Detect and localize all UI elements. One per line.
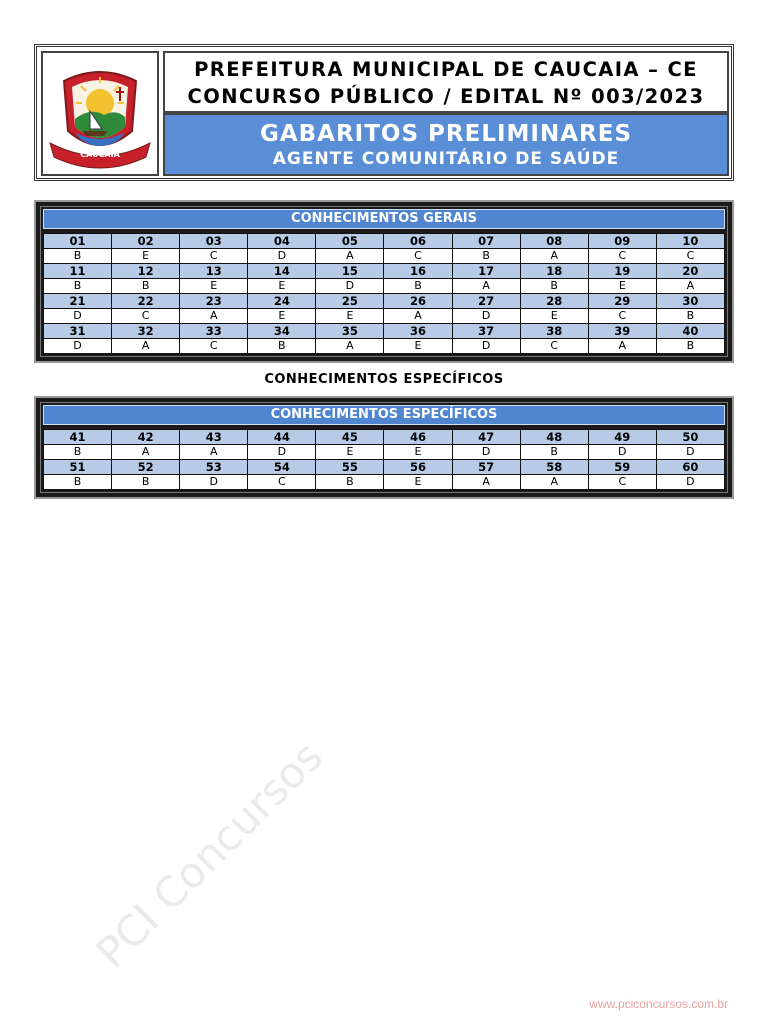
question-number: 59 [588, 460, 656, 475]
answer-table-especificos [34, 396, 734, 499]
answer-cell: B [452, 249, 520, 264]
answer-cell: B [656, 339, 724, 354]
answer-cell: A [588, 339, 656, 354]
question-number: 23 [180, 294, 248, 309]
answer-cell: A [452, 279, 520, 294]
answer-cell: A [112, 339, 180, 354]
question-number: 10 [656, 234, 724, 249]
question-number: 33 [180, 324, 248, 339]
answer-cell: A [520, 475, 588, 490]
question-number: 51 [44, 460, 112, 475]
answer-row [44, 339, 725, 354]
question-number-row [44, 430, 725, 445]
answer-cell: B [112, 475, 180, 490]
question-number: 25 [316, 294, 384, 309]
question-number: 42 [112, 430, 180, 445]
question-number: 34 [248, 324, 316, 339]
question-number: 03 [180, 234, 248, 249]
banner-subtitle: AGENTE COMUNITÁRIO DE SAÚDE [272, 149, 620, 169]
question-number: 36 [384, 324, 452, 339]
question-number-row [44, 234, 725, 249]
answer-cell: C [656, 249, 724, 264]
answer-cell: A [656, 279, 724, 294]
answer-cell: C [520, 339, 588, 354]
question-number: 49 [588, 430, 656, 445]
answer-cell: E [180, 279, 248, 294]
question-number: 15 [316, 264, 384, 279]
answer-cell: C [248, 475, 316, 490]
answer-cell: A [316, 249, 384, 264]
question-number: 26 [384, 294, 452, 309]
question-number: 24 [248, 294, 316, 309]
answer-row [44, 249, 725, 264]
answer-row [44, 445, 725, 460]
question-number: 41 [44, 430, 112, 445]
answer-cell: A [452, 475, 520, 490]
answer-row [44, 279, 725, 294]
answer-cell: E [316, 445, 384, 460]
answer-cell: B [316, 475, 384, 490]
answer-cell: E [588, 279, 656, 294]
answer-cell: B [112, 279, 180, 294]
question-number: 08 [520, 234, 588, 249]
answer-cell: D [588, 445, 656, 460]
answer-cell: D [452, 309, 520, 324]
answer-cell: E [520, 309, 588, 324]
question-number: 37 [452, 324, 520, 339]
section-title-gerais: CONHECIMENTOS GERAIS [43, 209, 725, 229]
answer-cell: C [588, 475, 656, 490]
answer-row [44, 475, 725, 490]
logo-text: CAUCAIA [80, 150, 120, 159]
answer-cell: D [248, 249, 316, 264]
document-header [34, 44, 734, 181]
question-number: 04 [248, 234, 316, 249]
answer-cell: C [112, 309, 180, 324]
answer-cell: B [248, 339, 316, 354]
question-number: 50 [656, 430, 724, 445]
answer-cell: E [384, 475, 452, 490]
answer-cell: D [180, 475, 248, 490]
answer-grid-gerais [43, 233, 725, 354]
section-heading-especificos: CONHECIMENTOS ESPECÍFICOS [264, 372, 504, 387]
question-number: 57 [452, 460, 520, 475]
question-number-row [44, 324, 725, 339]
question-number: 16 [384, 264, 452, 279]
question-number: 29 [588, 294, 656, 309]
question-number: 45 [316, 430, 384, 445]
answer-cell: E [316, 309, 384, 324]
answer-cell: B [520, 279, 588, 294]
answer-cell: E [112, 249, 180, 264]
answer-cell: D [44, 339, 112, 354]
answer-cell: B [520, 445, 588, 460]
question-number: 47 [452, 430, 520, 445]
answer-cell: A [112, 445, 180, 460]
answer-cell: A [180, 309, 248, 324]
municipality-title: PREFEITURA MUNICIPAL DE CAUCAIA – CE [194, 58, 698, 81]
question-number: 19 [588, 264, 656, 279]
question-number: 53 [180, 460, 248, 475]
answer-cell: B [44, 279, 112, 294]
question-number: 54 [248, 460, 316, 475]
question-number: 43 [180, 430, 248, 445]
question-number: 55 [316, 460, 384, 475]
question-number-row [44, 460, 725, 475]
question-number: 31 [44, 324, 112, 339]
question-number: 40 [656, 324, 724, 339]
question-number: 06 [384, 234, 452, 249]
answer-cell: D [248, 445, 316, 460]
answer-cell: E [248, 279, 316, 294]
question-number: 46 [384, 430, 452, 445]
answer-cell: B [44, 475, 112, 490]
answer-row [44, 309, 725, 324]
footer-url: www.pciconcursos.com.br [589, 997, 728, 1011]
answer-cell: E [248, 309, 316, 324]
answer-cell: D [656, 475, 724, 490]
question-number: 28 [520, 294, 588, 309]
answer-cell: B [44, 445, 112, 460]
question-number: 22 [112, 294, 180, 309]
answer-cell: D [452, 445, 520, 460]
answer-cell: A [520, 249, 588, 264]
answer-cell: C [588, 249, 656, 264]
question-number: 38 [520, 324, 588, 339]
question-number: 09 [588, 234, 656, 249]
question-number: 52 [112, 460, 180, 475]
answer-cell: B [384, 279, 452, 294]
title-box [163, 51, 729, 113]
question-number: 27 [452, 294, 520, 309]
question-number: 17 [452, 264, 520, 279]
answer-cell: A [384, 309, 452, 324]
question-number: 30 [656, 294, 724, 309]
answer-cell: E [384, 339, 452, 354]
title-banner [163, 113, 729, 176]
answer-cell: D [316, 279, 384, 294]
question-number: 11 [44, 264, 112, 279]
answer-cell: C [180, 249, 248, 264]
question-number: 32 [112, 324, 180, 339]
answer-cell: D [44, 309, 112, 324]
question-number: 01 [44, 234, 112, 249]
question-number: 60 [656, 460, 724, 475]
question-number: 05 [316, 234, 384, 249]
question-number: 18 [520, 264, 588, 279]
answer-cell: C [588, 309, 656, 324]
answer-cell: A [316, 339, 384, 354]
answer-cell: A [180, 445, 248, 460]
municipal-coat-of-arms [41, 51, 159, 176]
caucaia-logo-icon [46, 61, 154, 171]
question-number: 12 [112, 264, 180, 279]
answer-cell: C [384, 249, 452, 264]
question-number: 44 [248, 430, 316, 445]
question-number: 39 [588, 324, 656, 339]
answer-cell: E [384, 445, 452, 460]
banner-title: GABARITOS PRELIMINARES [259, 121, 633, 147]
question-number-row [44, 294, 725, 309]
answer-cell: B [44, 249, 112, 264]
question-number-row [44, 264, 725, 279]
question-number: 02 [112, 234, 180, 249]
question-number: 35 [316, 324, 384, 339]
question-number: 13 [180, 264, 248, 279]
answer-cell: D [452, 339, 520, 354]
section-title-especificos: CONHECIMENTOS ESPECÍFICOS [43, 405, 725, 425]
answer-cell: B [656, 309, 724, 324]
question-number: 14 [248, 264, 316, 279]
answer-cell: D [656, 445, 724, 460]
answer-table-gerais [34, 200, 734, 363]
question-number: 07 [452, 234, 520, 249]
question-number: 58 [520, 460, 588, 475]
question-number: 48 [520, 430, 588, 445]
answer-grid-especificos [43, 429, 725, 490]
question-number: 20 [656, 264, 724, 279]
question-number: 56 [384, 460, 452, 475]
question-number: 21 [44, 294, 112, 309]
watermark: PCI Concursos [86, 731, 333, 978]
contest-title: CONCURSO PÚBLICO / EDITAL Nº 003/2023 [187, 85, 705, 108]
answer-cell: C [180, 339, 248, 354]
